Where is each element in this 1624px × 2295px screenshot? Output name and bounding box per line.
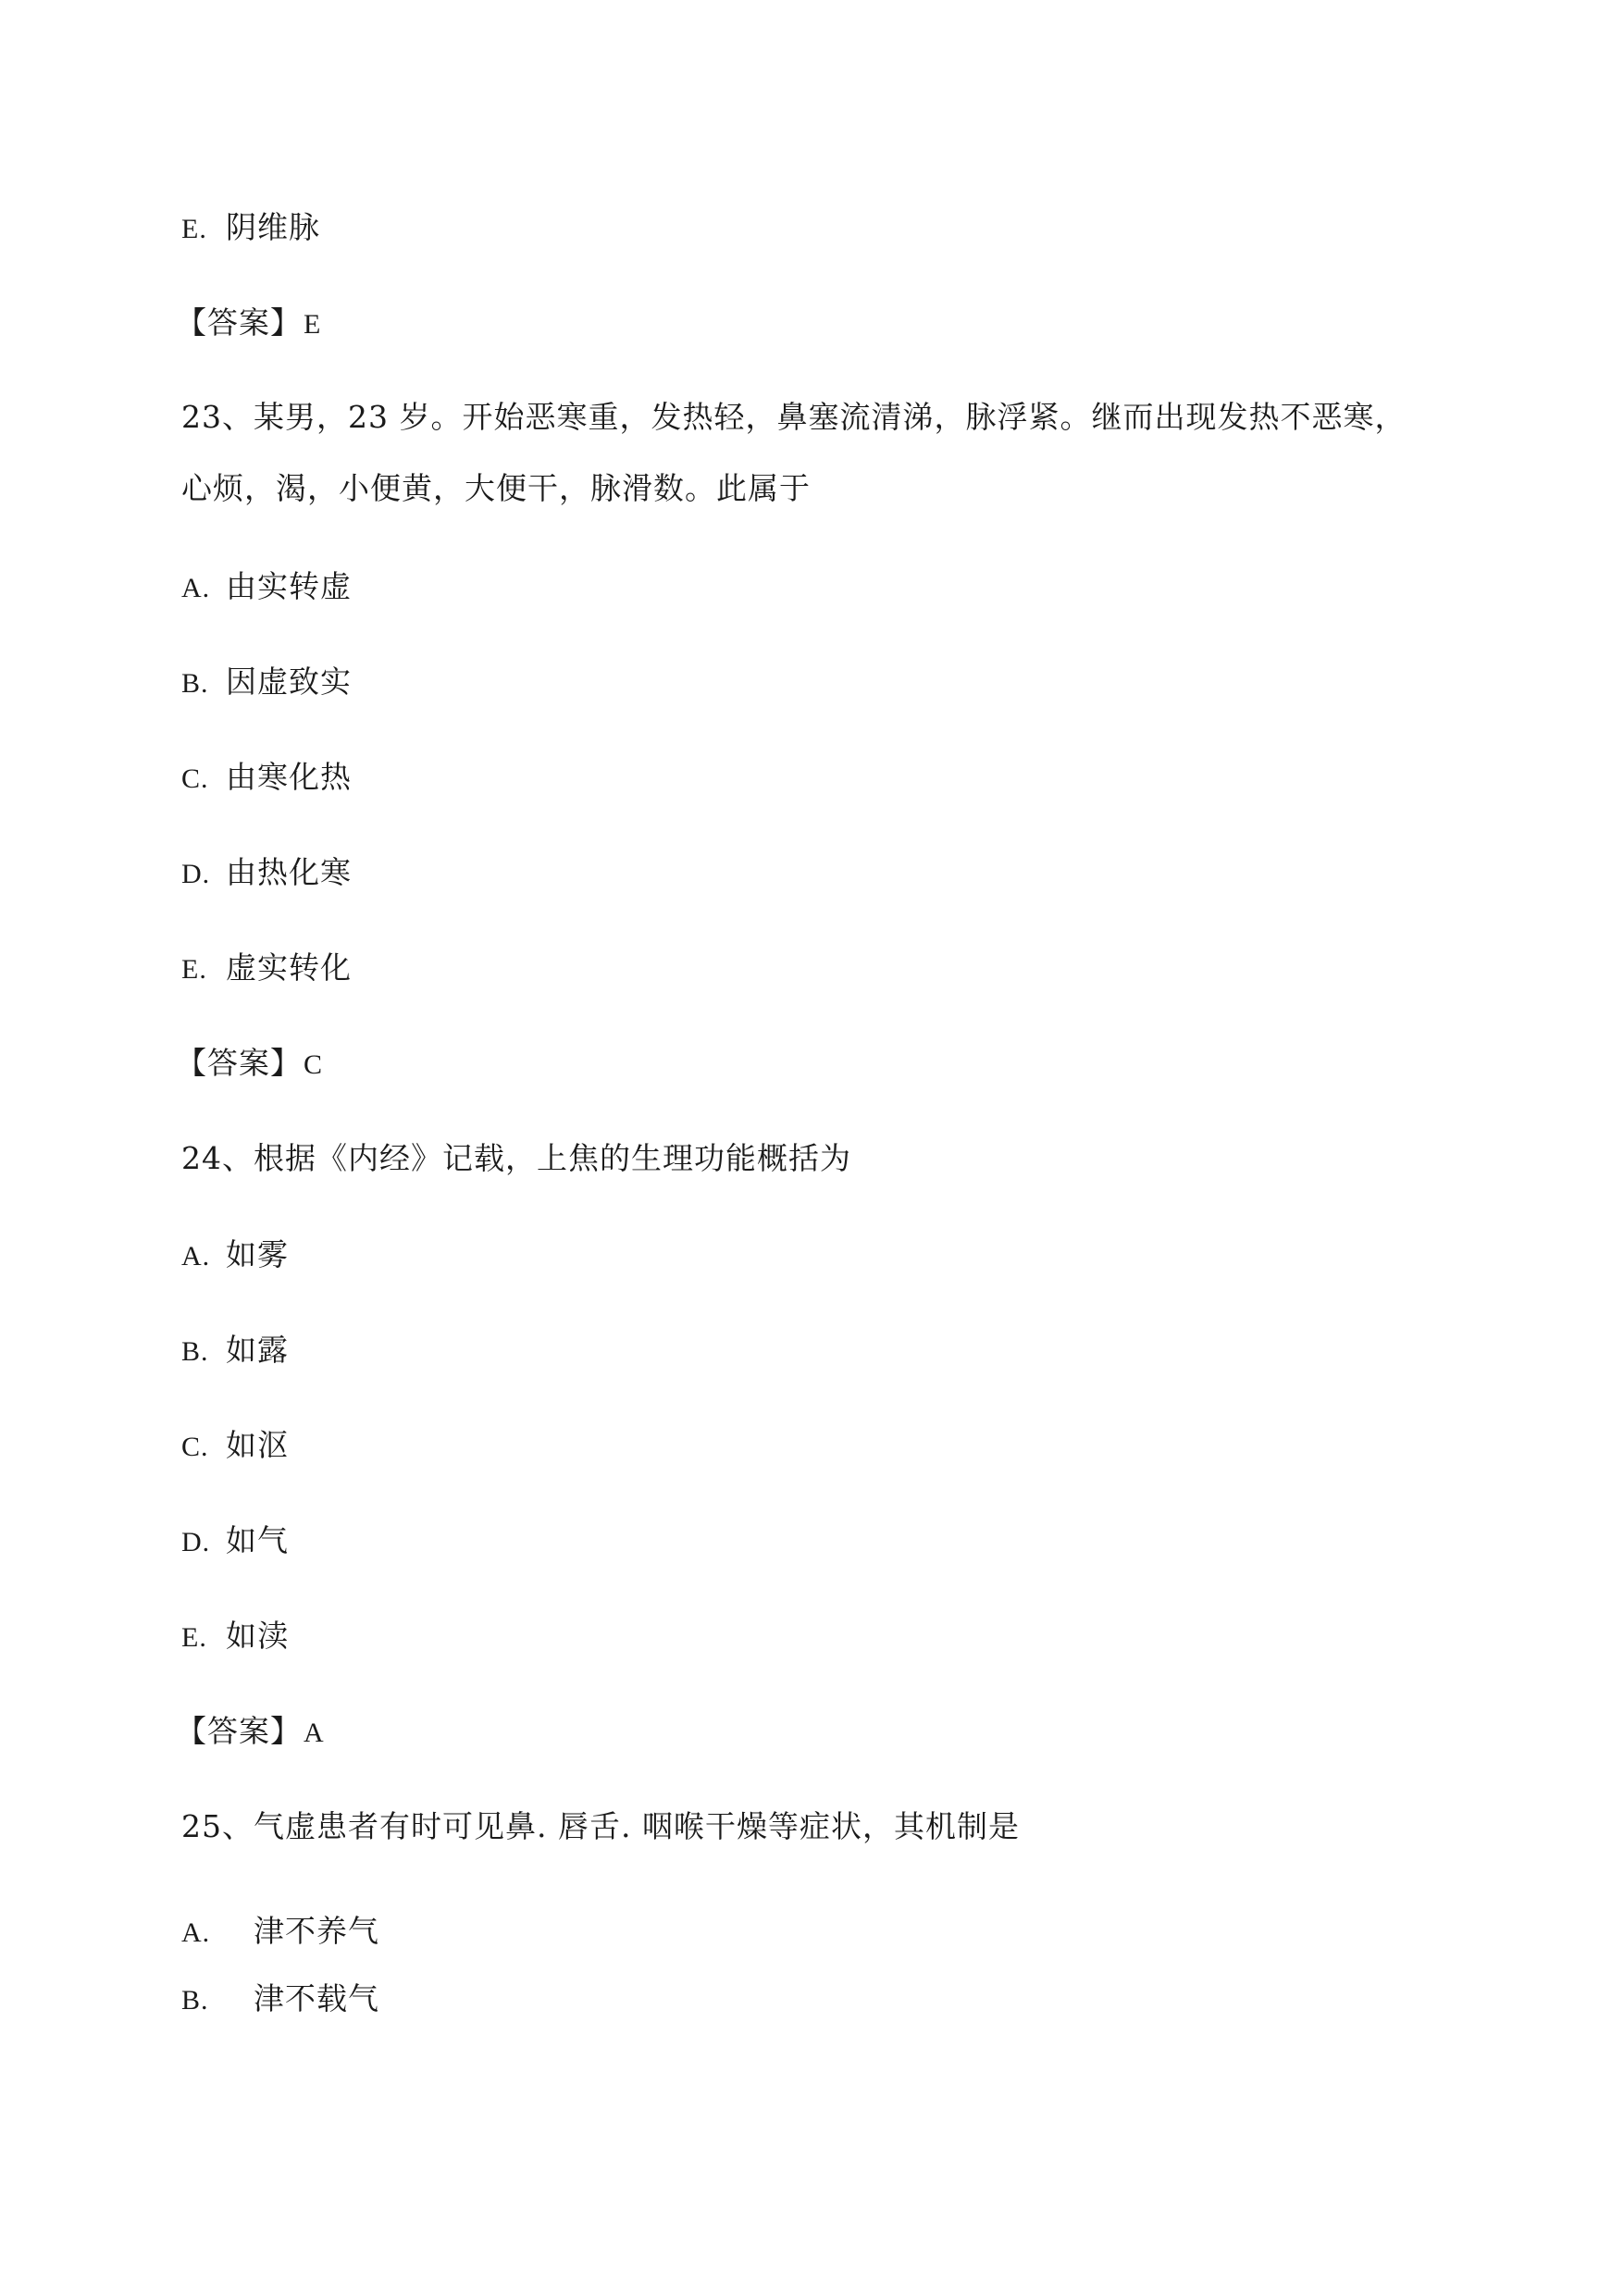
question-24-stem: 24、根据《内经》记载，上焦的生理功能概括为 xyxy=(181,1140,851,1176)
option-q25-a xyxy=(181,1913,379,1952)
option-letter: C. xyxy=(181,763,209,794)
option-letter: A. xyxy=(181,1917,211,1948)
option-letter: D. xyxy=(181,859,211,889)
question-23-stem-line2: 心烦，渴，小便黄，大便干，脉滑数。此属于 xyxy=(181,470,811,506)
option-q24-d xyxy=(181,1522,289,1561)
option-q23-e xyxy=(181,949,352,988)
option-q23-d xyxy=(181,854,352,893)
answer-label: 【答案】 xyxy=(176,304,302,341)
answer-value: E xyxy=(304,309,322,340)
answer-label: 【答案】 xyxy=(176,1045,302,1081)
option-text: 虚实转化 xyxy=(226,949,352,986)
option-letter: D. xyxy=(181,1527,211,1557)
option-q23-b xyxy=(181,664,352,702)
option-q22-e xyxy=(181,209,320,248)
option-letter: B. xyxy=(181,1985,209,2016)
option-q23-c xyxy=(181,759,352,798)
option-letter: A. xyxy=(181,1241,211,1272)
option-letter: E. xyxy=(181,954,207,985)
option-q24-c xyxy=(181,1427,289,1466)
option-text: 如露 xyxy=(226,1332,289,1368)
option-text: 由寒化热 xyxy=(226,759,352,795)
option-text: 如渎 xyxy=(226,1618,289,1654)
question-23-stem-line1: 23、某男，23 岁。开始恶寒重，发热轻，鼻塞流清涕，脉浮紧。继而出现发热不恶寒， xyxy=(181,399,1407,435)
option-text: 由实转虚 xyxy=(226,568,352,604)
option-letter: B. xyxy=(181,1336,209,1367)
option-letter: A. xyxy=(181,573,211,603)
option-q24-b xyxy=(181,1332,289,1371)
answer-value: C xyxy=(304,1049,324,1080)
option-text: 如沤 xyxy=(226,1427,289,1463)
option-text: 因虚致实 xyxy=(226,664,352,700)
option-letter: E. xyxy=(181,214,207,244)
answer-q22 xyxy=(176,304,321,343)
option-text: 如雾 xyxy=(226,1236,289,1272)
option-letter: E. xyxy=(181,1622,207,1653)
answer-label: 【答案】 xyxy=(176,1713,302,1749)
answer-q24 xyxy=(176,1713,325,1752)
option-q24-e xyxy=(181,1618,289,1656)
answer-value: A xyxy=(304,1718,325,1748)
option-text: 津不养气 xyxy=(254,1913,379,1949)
option-letter: C. xyxy=(181,1432,209,1462)
option-letter: B. xyxy=(181,668,209,699)
option-q23-a xyxy=(181,568,352,607)
question-25-stem: 25、气虚患者有时可见鼻. 唇舌. 咽喉干燥等症状，其机制是 xyxy=(181,1808,1020,1844)
option-text: 阴维脉 xyxy=(226,209,320,245)
option-text: 津不载气 xyxy=(254,1980,379,2016)
option-q24-a xyxy=(181,1236,289,1275)
option-q25-b xyxy=(181,1980,379,2019)
option-text: 由热化寒 xyxy=(226,854,352,890)
answer-q23 xyxy=(176,1045,323,1084)
option-text: 如气 xyxy=(226,1522,289,1558)
